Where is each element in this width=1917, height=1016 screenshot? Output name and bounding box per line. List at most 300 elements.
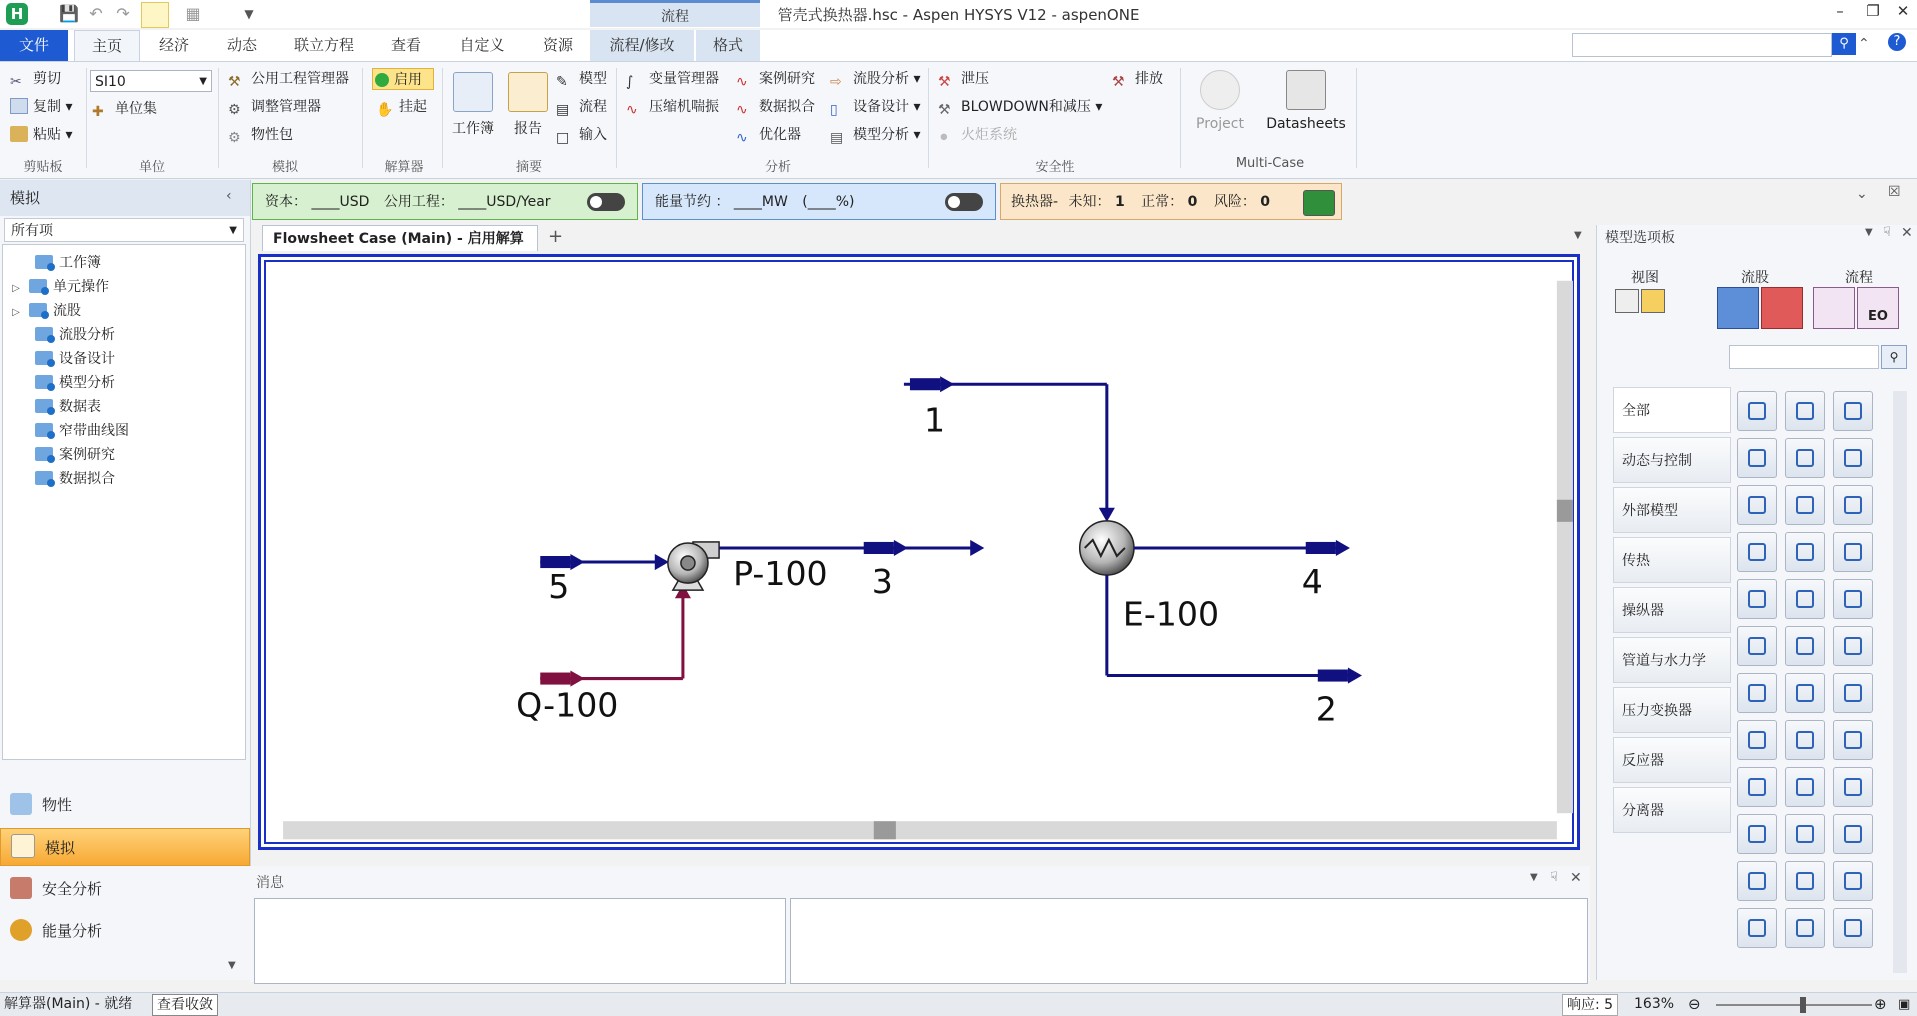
capital-value: ____USD [311, 194, 370, 210]
stream-label-4: 4 [1301, 562, 1323, 602]
unit-op-icon[interactable] [1785, 438, 1825, 478]
redo-icon[interactable]: ↷ [116, 4, 130, 23]
group-simulation: 模拟 [271, 160, 298, 175]
safety-valve-icon [10, 877, 32, 899]
unit-op-icon[interactable] [1785, 485, 1825, 525]
tab-view[interactable]: 查看 [390, 36, 421, 54]
discharge-button[interactable] [1112, 68, 1163, 90]
solver-active-button[interactable] [372, 68, 434, 90]
case-study-label: 案例研究 [759, 71, 815, 87]
tree-item-pinch-curves[interactable] [15, 419, 129, 443]
nav-label: 物性 [42, 796, 73, 814]
tree-label: 模型分析 [59, 375, 115, 391]
optimizer-button[interactable] [736, 124, 801, 146]
data-fit-button[interactable] [736, 96, 815, 118]
model-label: 模型 [579, 71, 607, 87]
unit-op-icon[interactable] [1785, 673, 1825, 713]
palette-icon-grid [1737, 391, 1887, 971]
group-separator [86, 68, 87, 168]
relief-label: 泄压 [961, 71, 989, 87]
folder-icon [35, 351, 53, 365]
solver-active-icon [375, 73, 389, 87]
collapse-ribbon-icon[interactable]: ⌃ [1858, 36, 1870, 52]
energy-saving-value: ____MW [733, 194, 788, 210]
search-icon[interactable]: ⚲ [1832, 33, 1856, 55]
flowsheet-canvas-frame [258, 254, 1580, 850]
capital-label: 资本： [265, 194, 307, 210]
copy-icon [10, 98, 28, 114]
property-package-label: 物性包 [251, 127, 293, 143]
unit-op-icon[interactable] [1785, 532, 1825, 572]
economics-toggle[interactable] [587, 193, 625, 211]
nav-energy-analysis[interactable] [0, 912, 250, 950]
equipment-design-icon: ▯ [830, 102, 838, 118]
navigation-pane [0, 180, 251, 980]
model-summary-icon: ✎ [556, 74, 568, 90]
adjust-manager-label: 调整管理器 [251, 99, 321, 115]
nav-label: 模拟 [45, 839, 76, 857]
tab-economics[interactable]: 经济 [158, 36, 189, 54]
solver-active-label: 启用 [394, 72, 422, 88]
pump-p100[interactable] [668, 542, 828, 593]
project-button[interactable] [1190, 70, 1250, 132]
energy-stream-q100[interactable] [516, 584, 691, 725]
message-panel-title: 消息 [256, 875, 284, 891]
navigation-tree [2, 244, 246, 760]
datasheets-button[interactable] [1262, 70, 1350, 132]
unknown-count: 1 [1114, 194, 1125, 210]
tab-home[interactable]: 主页 [74, 30, 140, 61]
input-summary-icon: □ [556, 130, 570, 146]
discharge-label: 排放 [1135, 71, 1163, 87]
tree-label: 流股分析 [59, 327, 115, 343]
workbook-label: 工作簿 [452, 121, 494, 137]
chevron-down-icon: ▼ [229, 225, 237, 236]
zoom-out-icon[interactable]: ⊖ [1688, 995, 1701, 1013]
hold-icon: ✋ [376, 102, 394, 118]
energy-stream-icon[interactable] [1761, 287, 1803, 329]
palette-search-input[interactable] [1729, 345, 1879, 369]
solver-status: 解算器(Main) - 就绪 [4, 996, 133, 1012]
energy-bar [642, 183, 996, 220]
report-label: 报告 [514, 121, 542, 137]
property-package-button[interactable] [228, 124, 293, 146]
unit-op-icon[interactable] [1833, 673, 1873, 713]
palette-scrollbar[interactable] [1893, 391, 1907, 973]
optimizer-label: 优化器 [759, 127, 801, 143]
close-palette-icon[interactable]: ✕ [1901, 225, 1913, 241]
group-summary: 摘要 [515, 160, 542, 175]
unit-op-icon[interactable] [1737, 908, 1777, 948]
zoom-in-icon[interactable]: ⊕ [1874, 995, 1887, 1013]
pin-icon[interactable]: ☟ [1550, 870, 1558, 885]
navigation-filter-select[interactable] [4, 218, 244, 242]
model-analysis-label: 模型分析 [853, 127, 909, 143]
folder-icon [35, 447, 53, 461]
restore-button[interactable]: ❐ [1866, 2, 1880, 20]
tree-label: 设备设计 [59, 351, 115, 367]
zoom-slider[interactable] [1716, 1004, 1872, 1006]
tab-flowsheet-modify[interactable]: 流程/修改 [590, 30, 694, 61]
utility-value: ____USD/Year [458, 194, 551, 210]
vertical-scrollbar[interactable] [1557, 281, 1573, 813]
equipment-design-button[interactable]: ▯ 设备设计 ▾ [830, 99, 921, 118]
unit-set-select[interactable] [90, 70, 212, 92]
unit-op-icon[interactable] [1785, 814, 1825, 854]
property-package-icon: ⚙ [228, 130, 241, 146]
unit-op-icon[interactable] [1737, 626, 1777, 666]
unit-op-icon[interactable] [1737, 814, 1777, 854]
hx-label: 换热器- [1011, 194, 1059, 210]
unit-op-icon[interactable] [1833, 391, 1873, 431]
navigation-pane-title: 模拟 [0, 180, 250, 216]
group-solver: 解算器 [384, 160, 424, 175]
stream-label-2: 2 [1315, 689, 1337, 729]
unit-op-icon[interactable] [1833, 438, 1873, 478]
open-folder-icon[interactable] [141, 2, 169, 28]
tab-file[interactable]: 文件 [0, 30, 68, 61]
flowsheet-tab[interactable] [262, 225, 538, 251]
close-messages-icon[interactable]: ✕ [1570, 870, 1582, 886]
flare-icon: ⚫ [938, 130, 950, 146]
unit-set-value: SI10 [95, 74, 126, 90]
tab-format[interactable]: 格式 [696, 30, 760, 61]
stream-summary-label: 流程 [579, 99, 607, 115]
unit-op-icon[interactable] [1737, 579, 1777, 619]
expand-arrow-icon[interactable]: ▷ [12, 307, 20, 318]
unit-op-icon[interactable] [1833, 485, 1873, 525]
tree-item-data-fits[interactable] [15, 467, 115, 491]
group-separator [218, 68, 219, 168]
risk-status-icon[interactable] [1303, 190, 1335, 216]
normal-count: 0 [1187, 194, 1198, 210]
nav-label: 安全分析 [42, 880, 103, 898]
discharge-icon: ⚒ [1112, 74, 1125, 90]
list-view-icon[interactable] [1615, 289, 1639, 313]
unit-sets-icon: ✚ [92, 104, 104, 120]
stream-1[interactable] [904, 376, 1115, 522]
unit-op-icon[interactable] [1833, 767, 1873, 807]
tree-item-streams[interactable] [9, 299, 81, 323]
palette-category-external[interactable]: 外部模型 [1613, 487, 1731, 533]
compressor-surge-button[interactable] [626, 96, 719, 118]
risk-count: 0 [1260, 194, 1271, 210]
palette-category-pressure-changers[interactable]: 压力变换器 [1613, 687, 1731, 733]
stream-label-3: 3 [871, 562, 893, 602]
unit-op-icon[interactable] [1833, 814, 1873, 854]
vertical-scroll-thumb[interactable] [1557, 500, 1573, 522]
group-analysis: 分析 [764, 160, 791, 175]
group-separator [442, 68, 443, 168]
response-indicator: 响应: 5 [1562, 994, 1618, 1016]
horizontal-scroll-thumb[interactable] [874, 821, 896, 839]
palette-view-label: 视图 [1631, 270, 1659, 286]
relief-button[interactable] [938, 68, 989, 90]
energy-drop-icon [10, 919, 32, 941]
model-palette [1596, 225, 1917, 980]
tree-item-unit-ops[interactable] [9, 275, 109, 299]
palette-streams-label: 流股 [1741, 270, 1769, 286]
flowsheet-canvas[interactable] [261, 257, 1583, 853]
unit-op-icon[interactable] [1737, 861, 1777, 901]
input-summary-label: 输入 [579, 127, 607, 143]
equipment-design-label: 设备设计 [853, 99, 909, 115]
flare-label: 火炬系统 [961, 127, 1017, 143]
data-fit-label: 数据拟合 [759, 99, 815, 115]
window-title: 管壳式换热器.hsc - Aspen HYSYS V12 - aspenONE [777, 6, 1140, 24]
zoom-slider-thumb[interactable] [1800, 997, 1806, 1013]
folder-icon [29, 279, 47, 293]
stream-analysis-label: 流股分析 [853, 71, 909, 87]
unit-sets-button[interactable] [92, 98, 157, 120]
message-log-right[interactable] [790, 898, 1588, 984]
flowsheet-icon [11, 834, 35, 858]
risk-label: 风险： [1213, 194, 1256, 210]
workbook-button[interactable] [448, 72, 498, 138]
group-clipboard: 剪贴板 [23, 160, 63, 175]
unit-op-icon[interactable] [1833, 579, 1873, 619]
stream-4[interactable] [1134, 540, 1350, 601]
unit-op-icon[interactable] [1737, 720, 1777, 760]
folder-icon [35, 255, 53, 269]
heat-exchanger-e100[interactable] [1080, 521, 1219, 633]
utility-manager-label: 公用工程管理器 [251, 71, 349, 87]
open-recent-icon[interactable]: ▦ [185, 4, 201, 23]
folder-icon [35, 399, 53, 413]
unit-label-p100: P-100 [733, 554, 828, 594]
paste-label: 粘贴 [33, 127, 61, 143]
stream-label-1: 1 [924, 400, 946, 440]
close-button[interactable]: ✕ [1896, 2, 1910, 20]
workbook-icon [453, 72, 493, 112]
unit-op-icon[interactable] [1833, 861, 1873, 901]
folder-icon [35, 375, 53, 389]
unit-op-icon[interactable] [1833, 720, 1873, 760]
utility-manager-button[interactable] [228, 68, 349, 90]
unit-op-icon[interactable] [1785, 579, 1825, 619]
unit-op-icon[interactable] [1785, 908, 1825, 948]
message-menu-icon[interactable]: ▼ [1530, 872, 1538, 883]
tab-list-dropdown-icon[interactable]: ▼ [1574, 230, 1582, 241]
navigation-filter-value: 所有项 [11, 223, 53, 239]
tree-label: 窄带曲线图 [59, 423, 129, 439]
context-tab-group-label: 流程 [590, 0, 760, 27]
summary-model-button[interactable] [556, 68, 607, 90]
adjust-manager-icon: ⚙ [228, 102, 241, 118]
report-button[interactable] [506, 72, 550, 138]
group-multicase: Multi-Case [1235, 156, 1305, 171]
variable-manager-icon: ∫ [626, 74, 634, 90]
unit-op-icon[interactable] [1833, 908, 1873, 948]
group-separator [1180, 68, 1181, 168]
expand-arrow-icon[interactable]: ▷ [12, 283, 20, 294]
summary-stream-button[interactable] [556, 96, 607, 118]
datasheets-icon [1286, 70, 1326, 110]
unit-op-icon[interactable] [1785, 626, 1825, 666]
model-analysis-icon: ▤ [830, 130, 844, 146]
cut-label: 剪切 [33, 71, 61, 87]
tab-customize[interactable]: 自定义 [459, 36, 505, 54]
palette-flowsheet-label: 流程 [1845, 270, 1873, 286]
paste-button[interactable]: 粘贴 ▾ [10, 124, 72, 146]
tree-item-case-studies[interactable] [15, 443, 115, 467]
palette-title: 模型选项板 [1605, 230, 1675, 246]
unit-op-icon[interactable] [1737, 485, 1777, 525]
case-study-icon: ∿ [736, 74, 748, 90]
status-bar [0, 992, 1917, 1016]
fit-view-icon[interactable]: ▣ [1898, 997, 1911, 1012]
collapse-pane-icon[interactable]: ‹ [226, 188, 232, 204]
cut-button[interactable] [10, 68, 61, 90]
collapse-bars-icon[interactable]: ⌄ [1856, 186, 1868, 202]
folder-icon [35, 327, 53, 341]
scissors-icon: ✂ [10, 74, 22, 90]
solver-hold-label: 挂起 [399, 99, 427, 115]
unit-label-e100: E-100 [1122, 594, 1220, 634]
energy-saving-percent: (____%) [802, 194, 855, 210]
unit-sets-label: 单位集 [115, 101, 157, 117]
stream-label-q100: Q-100 [516, 685, 619, 725]
tree-label: 工作簿 [59, 255, 101, 271]
close-bars-icon[interactable]: ☒ [1888, 184, 1901, 200]
unit-op-icon[interactable] [1833, 626, 1873, 666]
add-tab-button[interactable]: + [548, 226, 564, 247]
unit-op-icon[interactable] [1785, 861, 1825, 901]
group-units: 单位 [138, 160, 165, 175]
nav-safety-analysis[interactable] [0, 870, 250, 908]
normal-label: 正常： [1141, 194, 1184, 210]
case-study-button[interactable] [736, 68, 815, 90]
palette-category-separators[interactable]: 分离器 [1613, 787, 1731, 833]
tab-resources[interactable]: 资源 [542, 36, 573, 54]
tree-item-model-analysis[interactable] [15, 371, 115, 395]
tree-label: 数据表 [59, 399, 101, 415]
unit-op-icon[interactable] [1737, 391, 1777, 431]
project-label: Project [1196, 116, 1244, 132]
material-stream-icon[interactable] [1717, 287, 1759, 329]
help-icon[interactable]: ? [1888, 33, 1906, 51]
group-safety: 安全性 [1035, 160, 1075, 175]
folder-icon [29, 303, 47, 317]
tree-label: 数据拟合 [59, 471, 115, 487]
palette-category-dynamics[interactable]: 动态与控制 [1613, 437, 1731, 483]
stream-summary-icon: ▤ [556, 102, 570, 118]
relief-valve-icon: ⚒ [938, 74, 951, 90]
blowdown-icon: ⚒ [938, 102, 951, 118]
folder-icon [35, 471, 53, 485]
stream-5[interactable] [540, 554, 669, 606]
search-icon[interactable]: ⚲ [1881, 345, 1907, 369]
palette-menu-icon[interactable]: ▼ [1865, 227, 1873, 238]
undo-icon[interactable]: ↶ [89, 4, 103, 23]
tab-dynamics[interactable]: 动态 [226, 36, 257, 54]
tree-label: 案例研究 [59, 447, 115, 463]
message-panel [250, 866, 1590, 982]
minimize-button[interactable]: – [1836, 2, 1844, 20]
tree-item-data-tables[interactable] [15, 395, 101, 419]
palette-category-piping[interactable]: 管道与水力学 [1613, 637, 1731, 683]
ribbon-panel [0, 62, 1917, 179]
utility-manager-icon: ⚒ [228, 74, 241, 90]
heat-exchanger-risk-bar [1000, 183, 1342, 220]
variable-manager-button[interactable] [626, 68, 719, 90]
project-icon [1200, 70, 1240, 110]
unit-op-icon[interactable] [1785, 391, 1825, 431]
sub-flowsheet-icon[interactable] [1813, 287, 1855, 329]
flare-system-button[interactable] [938, 124, 1017, 146]
save-icon[interactable]: 💾 [59, 4, 79, 23]
unit-op-icon[interactable] [1737, 673, 1777, 713]
variable-manager-label: 变量管理器 [649, 71, 719, 87]
stream-analysis-button[interactable]: ⇨ 流股分析 ▾ [830, 71, 921, 90]
paste-icon [10, 126, 28, 142]
ribbon-search-input[interactable] [1572, 33, 1832, 57]
blowdown-button[interactable]: ⚒ BLOWDOWN和减压 ▾ [938, 99, 1103, 118]
unit-op-icon[interactable] [1737, 767, 1777, 807]
unit-op-icon[interactable] [1785, 720, 1825, 760]
unit-op-icon[interactable] [1785, 767, 1825, 807]
nav-more-icon[interactable]: ▼ [228, 960, 236, 971]
optimizer-icon: ∿ [736, 130, 748, 146]
stream-label-5: 5 [548, 567, 570, 607]
data-fit-icon: ∿ [736, 102, 748, 118]
unknown-label: 未知： [1068, 194, 1111, 210]
nav-properties[interactable] [0, 786, 250, 824]
group-separator [928, 68, 929, 168]
unit-op-icon[interactable] [1737, 532, 1777, 572]
palette-category-all[interactable]: 全部 [1613, 387, 1731, 433]
title-bar [0, 0, 1917, 28]
message-log-left[interactable] [254, 898, 786, 984]
nav-simulation[interactable] [0, 828, 250, 866]
palette-category-heat-transfer[interactable]: 传热 [1613, 537, 1731, 583]
customize-qat-icon[interactable]: ▼ [244, 7, 254, 21]
utility-label: 公用工程： [383, 194, 454, 210]
tree-label: 流股 [53, 303, 81, 319]
pin-icon[interactable]: ☟ [1883, 225, 1891, 240]
tree-item-workbook[interactable] [15, 251, 101, 275]
economics-bar [252, 183, 638, 220]
stream-analysis-icon: ⇨ [830, 74, 842, 90]
tree-item-stream-analysis[interactable] [15, 323, 115, 347]
palette-category-reactors[interactable]: 反应器 [1613, 737, 1731, 783]
summary-input-button[interactable] [556, 124, 607, 146]
tree-item-equipment-design[interactable] [15, 347, 115, 371]
copy-button[interactable]: 复制 ▾ [10, 96, 72, 118]
tab-equation-oriented[interactable]: 联立方程 [293, 36, 354, 54]
energy-toggle[interactable] [945, 193, 983, 211]
grid-view-icon[interactable] [1641, 289, 1665, 313]
unit-op-icon[interactable] [1833, 532, 1873, 572]
unit-op-icon[interactable] [1737, 438, 1777, 478]
blowdown-label: BLOWDOWN和减压 [961, 99, 1091, 115]
solver-hold-button[interactable] [376, 96, 427, 118]
group-separator [1356, 68, 1357, 168]
datasheets-label: Datasheets [1266, 116, 1346, 132]
copy-label: 复制 [33, 99, 61, 115]
adjust-manager-button[interactable] [228, 96, 321, 118]
zoom-level: 163% [1634, 996, 1675, 1012]
eo-sub-flowsheet-icon[interactable]: EO [1857, 287, 1899, 329]
view-convergence-button[interactable]: 查看收敛 [152, 994, 218, 1016]
flask-icon [10, 793, 32, 815]
app-icon[interactable]: H [6, 3, 28, 25]
horizontal-scrollbar[interactable] [283, 821, 1557, 839]
folder-icon [35, 423, 53, 437]
model-analysis-button[interactable]: ▤ 模型分析 ▾ [830, 127, 921, 146]
group-separator [616, 68, 617, 168]
palette-category-manipulators[interactable]: 操纵器 [1613, 587, 1731, 633]
